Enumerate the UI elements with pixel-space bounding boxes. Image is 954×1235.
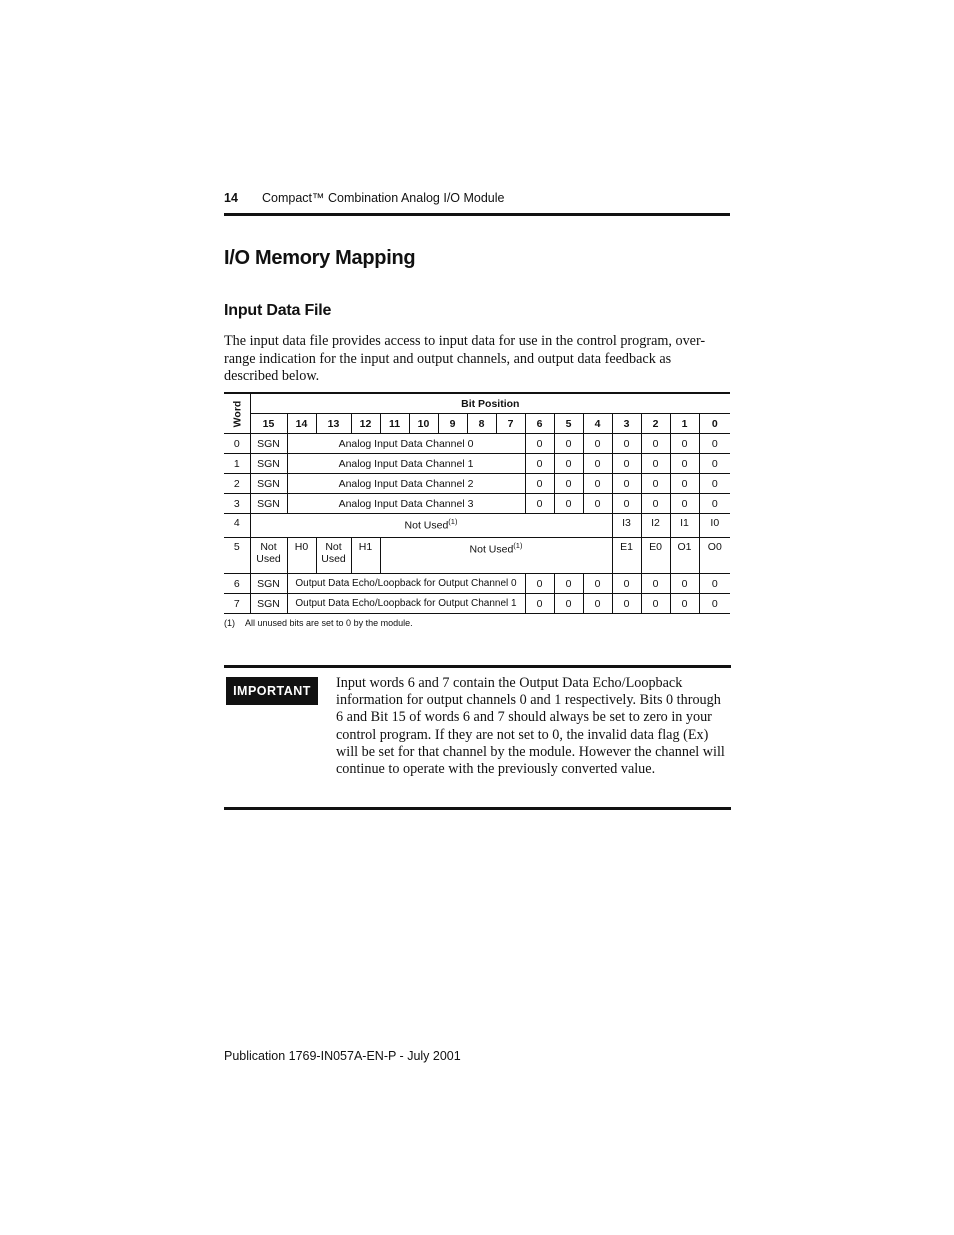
not-used-field xyxy=(380,538,612,574)
bit-value: 0 xyxy=(554,434,583,454)
input-data-file-table xyxy=(224,392,730,614)
bit-header: 12 xyxy=(351,414,380,434)
bit-value: 0 xyxy=(670,494,699,514)
bit-value: E1 xyxy=(612,538,641,574)
field-description: Output Data Echo/Loopback for Output Channel 0 xyxy=(287,574,525,594)
bit-value: O1 xyxy=(670,538,699,574)
bit-value: O0 xyxy=(699,538,730,574)
bit-value: 0 xyxy=(699,574,730,594)
intro-paragraph: The input data file provides access to input data for use in the control program, over-range indication for the input and output channels, and output data feedback as described below. xyxy=(224,333,706,385)
page-number: 14 xyxy=(224,191,238,205)
bit-value: 0 xyxy=(612,574,641,594)
table-row xyxy=(224,434,730,454)
bit-value: 0 xyxy=(641,494,670,514)
bit-value: 0 xyxy=(641,474,670,494)
bit-value: 0 xyxy=(583,474,612,494)
important-rule-top xyxy=(224,665,731,668)
sign-bit: SGN xyxy=(250,594,287,614)
word-label: Word xyxy=(231,400,244,427)
sign-bit: SGN xyxy=(250,574,287,594)
field-description: Analog Input Data Channel 2 xyxy=(287,474,525,494)
word-number: 5 xyxy=(224,538,250,574)
word-number: 1 xyxy=(224,454,250,474)
not-used-label: Not Used xyxy=(404,519,449,532)
bit-value: 0 xyxy=(670,474,699,494)
footnote-text: All unused bits are set to 0 by the module. xyxy=(245,618,413,628)
table-row xyxy=(224,454,730,474)
bit-header: 3 xyxy=(612,414,641,434)
bit-header: 7 xyxy=(496,414,525,434)
sign-bit: SGN xyxy=(250,454,287,474)
bit-value: 0 xyxy=(670,594,699,614)
bit-position-header: Bit Position xyxy=(250,393,730,414)
bit-value: 0 xyxy=(699,474,730,494)
footnote-ref: (1) xyxy=(513,541,523,550)
field-description: Output Data Echo/Loopback for Output Channel 1 xyxy=(287,594,525,614)
h0-flag: H0 xyxy=(287,538,316,574)
bit-value: 0 xyxy=(554,574,583,594)
bit-value: 0 xyxy=(583,594,612,614)
bit-value: 0 xyxy=(554,454,583,474)
not-used-field xyxy=(250,514,612,538)
word-column-header xyxy=(224,393,250,434)
important-rule-bottom xyxy=(224,807,731,810)
bit-value: 0 xyxy=(554,594,583,614)
bit-value: 0 xyxy=(612,434,641,454)
important-badge: IMPORTANT xyxy=(226,677,318,705)
bit-value: 0 xyxy=(641,454,670,474)
bit-value: E0 xyxy=(641,538,670,574)
sign-bit: SGN xyxy=(250,434,287,454)
word-number: 6 xyxy=(224,574,250,594)
bit-value: I3 xyxy=(612,514,641,538)
bit-value: 0 xyxy=(525,434,554,454)
bit-value: 0 xyxy=(525,574,554,594)
bit-header: 13 xyxy=(316,414,351,434)
field-description: Analog Input Data Channel 1 xyxy=(287,454,525,474)
bit-header: 2 xyxy=(641,414,670,434)
bit-value: I1 xyxy=(670,514,699,538)
bit-value: 0 xyxy=(641,594,670,614)
bit-number-row xyxy=(224,414,730,434)
bit-value: 0 xyxy=(612,474,641,494)
bit-value: 0 xyxy=(641,574,670,594)
bit-value: 0 xyxy=(612,494,641,514)
sign-bit: SGN xyxy=(250,494,287,514)
word-number: 7 xyxy=(224,594,250,614)
table-row xyxy=(224,514,730,538)
bit-header: 10 xyxy=(409,414,438,434)
bit-value: 0 xyxy=(525,594,554,614)
footnote-ref: (1) xyxy=(448,517,458,526)
bit-value: 0 xyxy=(583,434,612,454)
h1-flag: H1 xyxy=(351,538,380,574)
bit-value: 0 xyxy=(554,494,583,514)
field-description: Analog Input Data Channel 0 xyxy=(287,434,525,454)
bit-header: 14 xyxy=(287,414,316,434)
subsection-heading: Input Data File xyxy=(224,302,332,319)
running-title: Compact™ Combination Analog I/O Module xyxy=(262,191,505,205)
word-number: 4 xyxy=(224,514,250,538)
not-used-bit: Not Used xyxy=(250,538,287,574)
important-text: Input words 6 and 7 contain the Output Data Echo/Loopback information for output channels 0 and 1 respectively. Bits 0 through 6 and Bit 15 of words 6 and 7 should always be set to zero in your control program. If they are not set to 0, the invalid data flag (Ex) will be set for that channel by the module. However the channel will continue to operate with the previously converted value. xyxy=(336,675,725,778)
table-row xyxy=(224,538,730,574)
bit-value: 0 xyxy=(554,474,583,494)
bit-value: 0 xyxy=(699,434,730,454)
bit-header: 9 xyxy=(438,414,467,434)
not-used-label: Not Used xyxy=(469,543,514,556)
bit-value: I0 xyxy=(699,514,730,538)
word-number: 2 xyxy=(224,474,250,494)
bit-value: 0 xyxy=(641,434,670,454)
bit-value: 0 xyxy=(670,574,699,594)
table-row xyxy=(224,594,730,614)
bit-value: 0 xyxy=(699,454,730,474)
table-row xyxy=(224,494,730,514)
bit-value: 0 xyxy=(699,494,730,514)
bit-header: 8 xyxy=(467,414,496,434)
bit-value: 0 xyxy=(525,494,554,514)
footnote-number: (1) xyxy=(224,618,235,628)
bit-value: 0 xyxy=(583,494,612,514)
not-used-bit: Not Used xyxy=(316,538,351,574)
bit-value: 0 xyxy=(525,474,554,494)
sign-bit: SGN xyxy=(250,474,287,494)
section-heading: I/O Memory Mapping xyxy=(224,247,416,269)
table-row xyxy=(224,474,730,494)
bit-value: 0 xyxy=(670,434,699,454)
bit-header: 5 xyxy=(554,414,583,434)
bit-value: 0 xyxy=(583,574,612,594)
table-row xyxy=(224,574,730,594)
word-number: 0 xyxy=(224,434,250,454)
bit-header: 4 xyxy=(583,414,612,434)
bit-value: 0 xyxy=(670,454,699,474)
bit-value: 0 xyxy=(583,454,612,474)
bit-header: 15 xyxy=(250,414,287,434)
bit-header: 11 xyxy=(380,414,409,434)
bit-value: 0 xyxy=(525,454,554,474)
bit-header: 0 xyxy=(699,414,730,434)
publication-footer: Publication 1769-IN057A-EN-P - July 2001 xyxy=(224,1049,461,1063)
header-rule xyxy=(224,213,730,216)
bit-value: 0 xyxy=(612,594,641,614)
bit-value: I2 xyxy=(641,514,670,538)
field-description: Analog Input Data Channel 3 xyxy=(287,494,525,514)
word-number: 3 xyxy=(224,494,250,514)
bit-value: 0 xyxy=(612,454,641,474)
bit-value: 0 xyxy=(699,594,730,614)
bit-header: 6 xyxy=(525,414,554,434)
bit-header: 1 xyxy=(670,414,699,434)
